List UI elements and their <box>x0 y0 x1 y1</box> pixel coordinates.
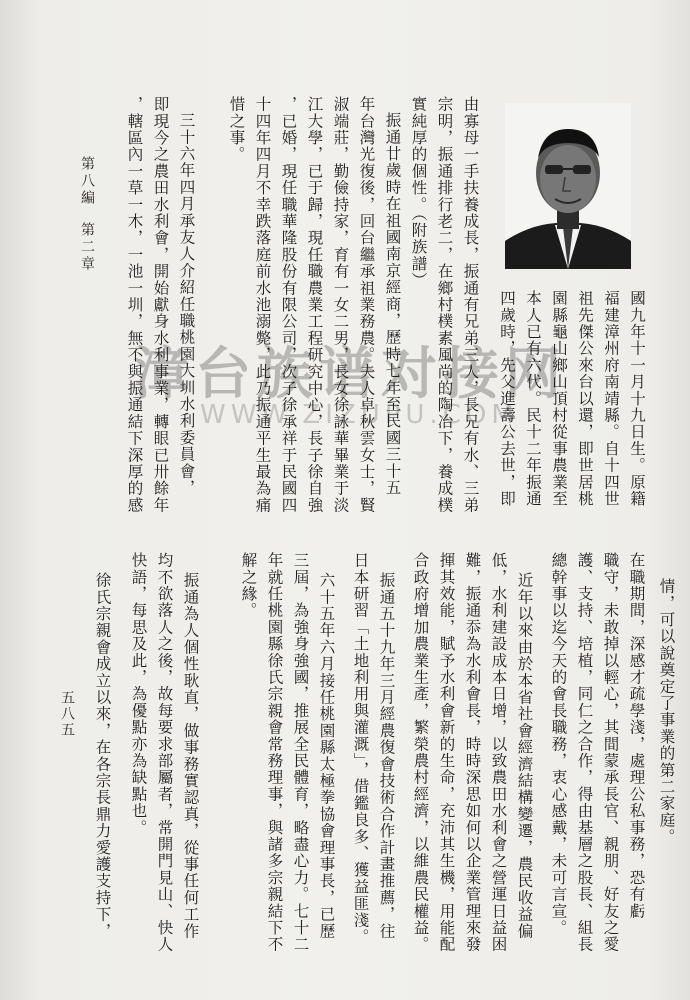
text-column: 年台灣光復後，回台繼承祖業務農。夫人卓秋雲女士，賢 <box>357 96 376 514</box>
text-column: 振通為人個性耿直，做事務實認真，從事任何工作 <box>181 572 200 940</box>
text-column: 振通廿歲時在祖國南京經商，歷時七年至民國三十五 <box>383 112 402 497</box>
text-column: 情，可以說奠定了事業的第二家庭。 <box>657 578 676 846</box>
text-column: 六十五年六月接任桃園縣太極拳協會理事長，已歷 <box>317 572 336 940</box>
text-column: 合政府增加農業生產，繁榮農村經濟，以維農民權益。 <box>411 552 430 953</box>
portrait-photo <box>505 103 631 269</box>
text-column: 揮其效能，賦予水利會新的生命，充沛其生機，用能配 <box>437 552 456 953</box>
text-column: 江大學，已于歸，現任職農業工程研究中心，長子徐自強 <box>305 96 324 514</box>
text-column: 園縣龜山鄉山頂村從事農業至 <box>550 290 568 508</box>
text-column: 振通五十九年三月經農復會技術合作計畫推薦，往 <box>377 572 396 940</box>
text-column: 徐氏宗親會成立以來，在各宗長鼎力愛護支持下， <box>93 572 112 940</box>
portrait-illustration <box>505 103 631 269</box>
text-column: 祖先傑公來台以還，即世居桃 <box>576 290 594 508</box>
text-column: 國九年十一月十九日生。原籍 <box>628 290 646 508</box>
watermark-url: WWW.ZIZUPU.COM <box>200 400 519 430</box>
text-column: 實純厚的個性。（附族譜） <box>409 96 428 289</box>
text-column: 年就任桃園縣徐氏宗親會常務理事，與諸多宗親結下不 <box>265 552 284 953</box>
text-column: 在職期間，深感才疏學淺，處理公私事務，恐有虧 <box>627 552 646 920</box>
text-column: 福建漳州府南靖縣。自十四世 <box>602 290 620 508</box>
text-column: 職守，未敢掉以輕心，其間蒙承長官、親朋、好友之愛 <box>601 552 620 953</box>
text-column: 三十六年四月承友人介紹任職桃園大圳水利委員會， <box>177 112 196 497</box>
text-column: 三屆，為強身強國，推展全民體育，略盡心力。七十二 <box>291 552 310 953</box>
text-column: ，已婚，現任職華隆股份有限公司，次子徐承祥于民國四 <box>279 96 298 514</box>
section-label: 第八編 <box>79 156 95 207</box>
page-number: 五八五 <box>59 690 75 738</box>
text-column: 惜之事。 <box>227 96 246 163</box>
text-column: 即現今之農田水利會，開始獻身水利事業，轉眼已卅餘年 <box>151 96 170 514</box>
watermark: 漳台族谱对接网 <box>133 342 567 407</box>
text-column: 淑端莊，勤儉持家，育有一女二男，長女徐詠華畢業于淡 <box>331 96 350 514</box>
text-column: 宗明，振通排行老二，在鄉村樸素風尚的陶冶下，養成樸 <box>435 96 454 514</box>
text-column: 十四年四月不幸跌落庭前水池溺斃，此乃振通平生最為痛 <box>253 96 272 514</box>
text-column: 低，水利建設成本日增，以致農田水利會之營運日益困 <box>489 552 508 953</box>
text-column: 由寡母一手扶養成長，振通有兄弟三人，長兄有水、三弟 <box>461 96 480 514</box>
text-column: 護、支持、培植，同仁之合作，得由基層之股長、組長 <box>575 552 594 953</box>
text-column: 近年以來由於本省社會經濟結構變遷，農民收益偏 <box>515 572 534 940</box>
text-column: 均不欲落人之後，故每要求部屬者，常開門見山、快人 <box>155 552 174 953</box>
text-column: 日本研習「土地利用與灌溉」，借鑑良多、獲益匪淺。 <box>351 552 370 946</box>
chapter-label: 第二章 <box>79 222 95 273</box>
text-column: 解之緣。 <box>239 552 258 619</box>
text-column: 四歲時，先父進壽公去世，即 <box>498 290 516 508</box>
text-column: 難，振通忝為水利會長，時時深思如何以企業管理來發 <box>463 552 482 953</box>
text-column: 本人已有六代。民十二年振通 <box>524 290 542 508</box>
text-column: 快語，每思及此，為優點亦為缺點也。 <box>129 552 148 836</box>
text-column: 總幹事以迄今天的會長職務，衷心感戴，未可言宣。 <box>549 552 568 937</box>
text-column: ，轄區內一草一木，一池一圳，無不與振通結下深厚的感 <box>125 96 144 514</box>
